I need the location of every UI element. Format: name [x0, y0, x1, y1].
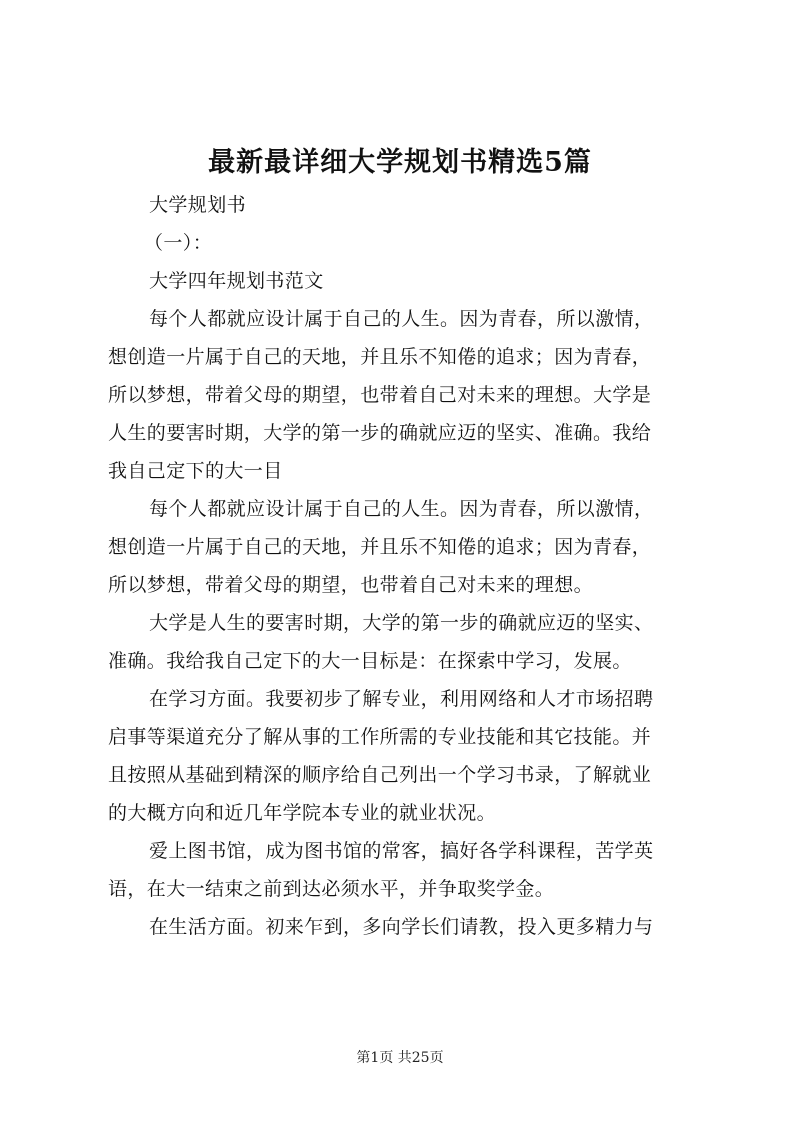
paragraph-line: 的大概方向和近几年学院本专业的就业状况。	[108, 802, 497, 824]
paragraph-line: 所以梦想，带着父母的期望，也带着自己对未来的理想。	[108, 574, 594, 596]
page-number-footer: 第1页 共25页	[356, 1050, 444, 1066]
paragraph-line: 人生的要害时期，大学的第一步的确就应迈的坚实、准确。我给	[108, 422, 652, 444]
paragraph-line: 语，在大一结束之前到达必须水平，并争取奖学金。	[108, 878, 555, 900]
paragraph-line: 所以梦想，带着父母的期望，也带着自己对未来的理想。大学是	[108, 384, 652, 406]
paragraph-line: 在学习方面。我要初步了解专业，利用网络和人才市场招聘	[149, 688, 654, 710]
paragraph-line: 每个人都就应设计属于自己的人生。因为青春，所以激情，	[149, 498, 654, 520]
paragraph-line: 爱上图书馆，成为图书馆的常客，搞好各学科课程，苦学英	[149, 840, 654, 862]
document-title: 最新最详细大学规划书精选5篇	[208, 147, 592, 178]
paragraph-line: 我自己定下的大一目	[108, 460, 283, 482]
paragraph-line: 想创造一片属于自己的天地，并且乐不知倦的追求；因为青春，	[108, 536, 652, 558]
document-body	[108, 186, 704, 946]
paragraph-line: 大学是人生的要害时期，大学的第一步的确就应迈的坚实、	[149, 612, 654, 634]
paragraph-line: 每个人都就应设计属于自己的人生。因为青春，所以激情，	[149, 308, 654, 330]
section-label: （一）：	[144, 232, 213, 254]
section-heading: 大学四年规划书范文	[149, 270, 324, 292]
paragraph-line: 准确。我给我自己定下的大一目标是：在探索中学习，发展。	[108, 650, 632, 672]
paragraph-line: 且按照从基础到精深的顺序给自己列出一个学习书录，了解就业	[108, 764, 652, 786]
paragraph-line: 想创造一片属于自己的天地，并且乐不知倦的追求；因为青春，	[108, 346, 652, 368]
subtitle-line: 大学规划书	[149, 194, 247, 216]
paragraph-line: 在生活方面。初来乍到，多向学长们请教，投入更多精力与	[149, 916, 654, 938]
paragraph-line: 启事等渠道充分了解从事的工作所需的专业技能和其它技能。并	[108, 726, 652, 748]
